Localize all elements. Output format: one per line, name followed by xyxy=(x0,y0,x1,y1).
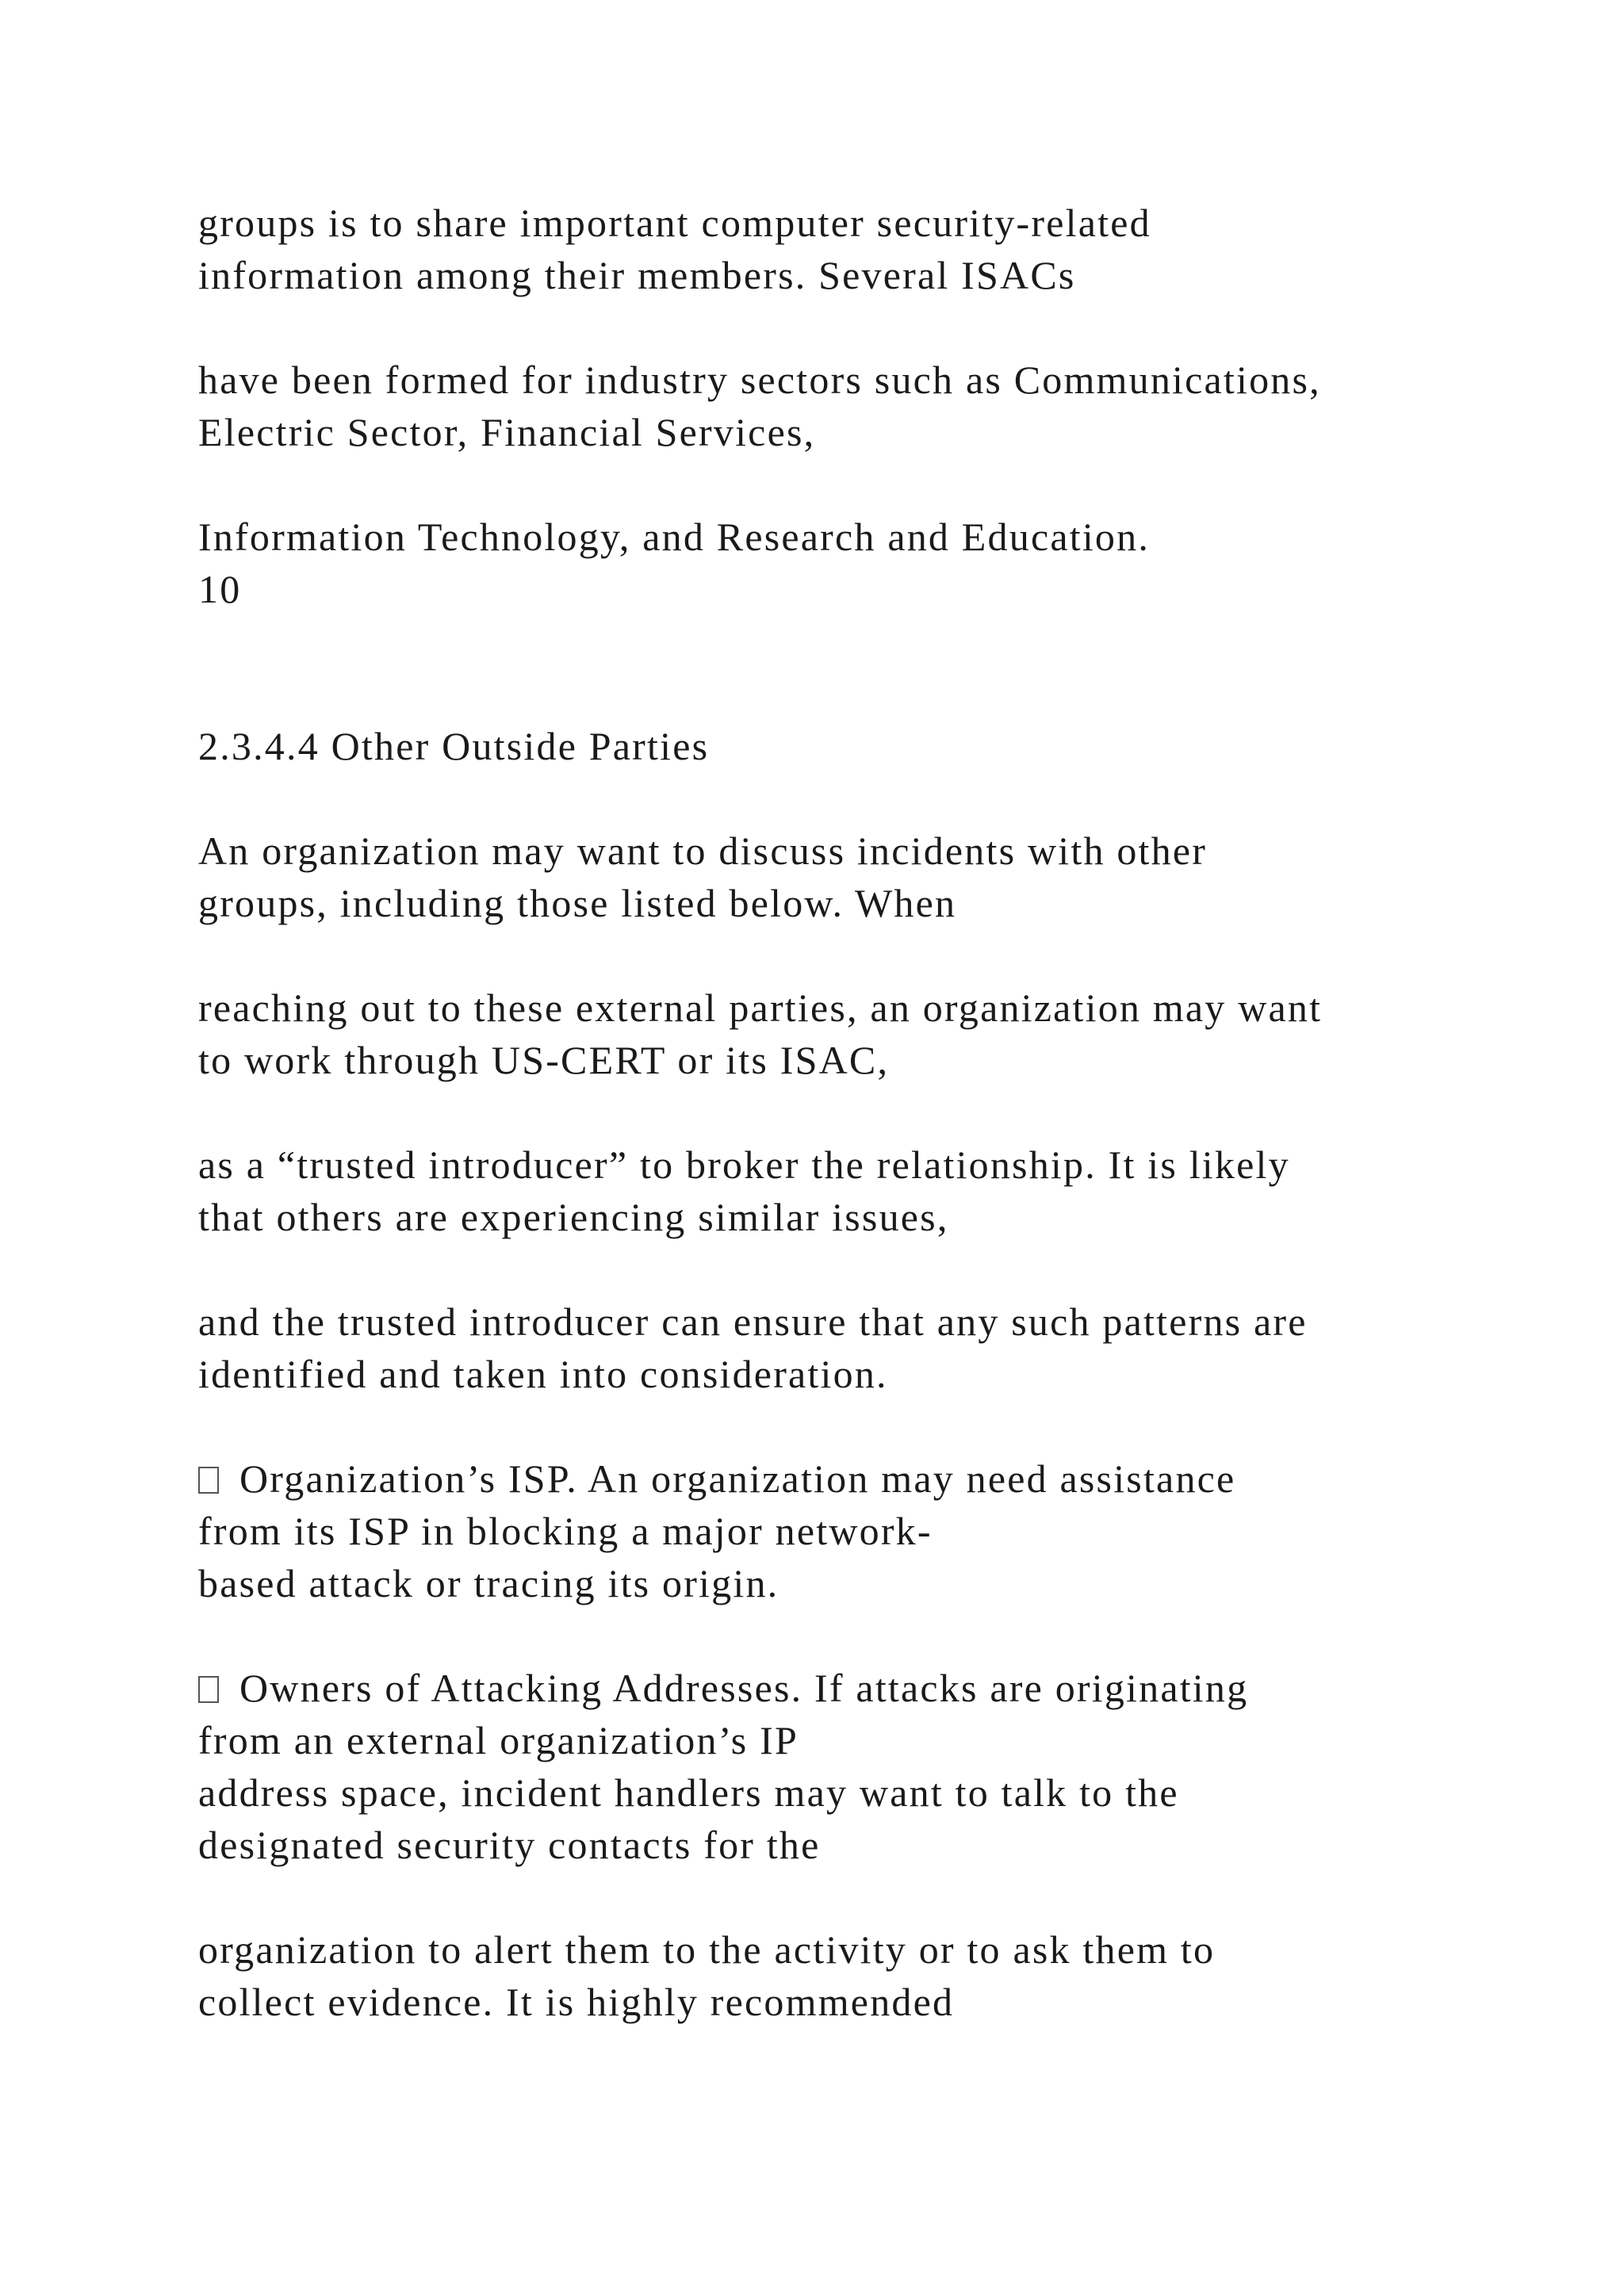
text-line: that others are experiencing similar issues, xyxy=(198,1195,949,1239)
paragraph xyxy=(198,982,1546,1086)
text-line: organization to alert them to the activity or to ask them to xyxy=(198,1927,1216,1972)
paragraph xyxy=(198,1923,1546,2028)
paragraph xyxy=(198,1295,1546,1400)
text-line: address space, incident handlers may want to talk to the xyxy=(198,1770,1179,1815)
text-line: information among their members. Several ISACs xyxy=(198,253,1076,297)
text-line: have been formed for industry sectors such as Communications, xyxy=(198,358,1321,402)
text-line: Electric Sector, Financial Services, xyxy=(198,410,816,454)
text-line: reaching out to these external parties, an organization may want xyxy=(198,985,1323,1030)
paragraph xyxy=(198,197,1546,301)
text-line: from an external organization’s IP xyxy=(198,1718,799,1762)
text-line: based attack or tracing its origin. xyxy=(198,1561,779,1605)
heading-text: 2.3.4.4 Other Outside Parties xyxy=(198,724,710,768)
document-body xyxy=(198,197,1546,2028)
text-line: and the trusted introducer can ensure that any such patterns are xyxy=(198,1299,1308,1344)
text-line: designated security contacts for the xyxy=(198,1823,821,1867)
paragraph xyxy=(198,354,1546,458)
paragraph xyxy=(198,825,1546,929)
missing-glyph-bullet-icon xyxy=(198,1467,219,1494)
text-line: groups, including those listed below. When xyxy=(198,881,957,925)
bullet-item xyxy=(198,1452,1546,1609)
footnote-marker: 10 xyxy=(198,567,242,611)
text-line: as a “trusted introducer” to broker the relationship. It is likely xyxy=(198,1142,1290,1187)
text-line: from its ISP in blocking a major network- xyxy=(198,1509,933,1553)
paragraph xyxy=(198,511,1546,615)
text-line: Organization’s ISP. An organization may need assistance xyxy=(239,1456,1236,1501)
section-heading xyxy=(198,720,1546,772)
paragraph xyxy=(198,1138,1546,1243)
text-line: groups is to share important computer security-related xyxy=(198,201,1151,245)
text-line: collect evidence. It is highly recommended xyxy=(198,1980,955,2024)
text-line: identified and taken into consideration. xyxy=(198,1352,888,1396)
text-line: Owners of Attacking Addresses. If attacks are originating xyxy=(239,1666,1249,1710)
missing-glyph-bullet-icon xyxy=(198,1676,219,1703)
text-line: to work through US-CERT or its ISAC, xyxy=(198,1038,890,1082)
text-line: Information Technology, and Research and Education. xyxy=(198,515,1151,559)
bullet-item xyxy=(198,1662,1546,1871)
text-line: An organization may want to discuss incidents with other xyxy=(198,828,1208,873)
